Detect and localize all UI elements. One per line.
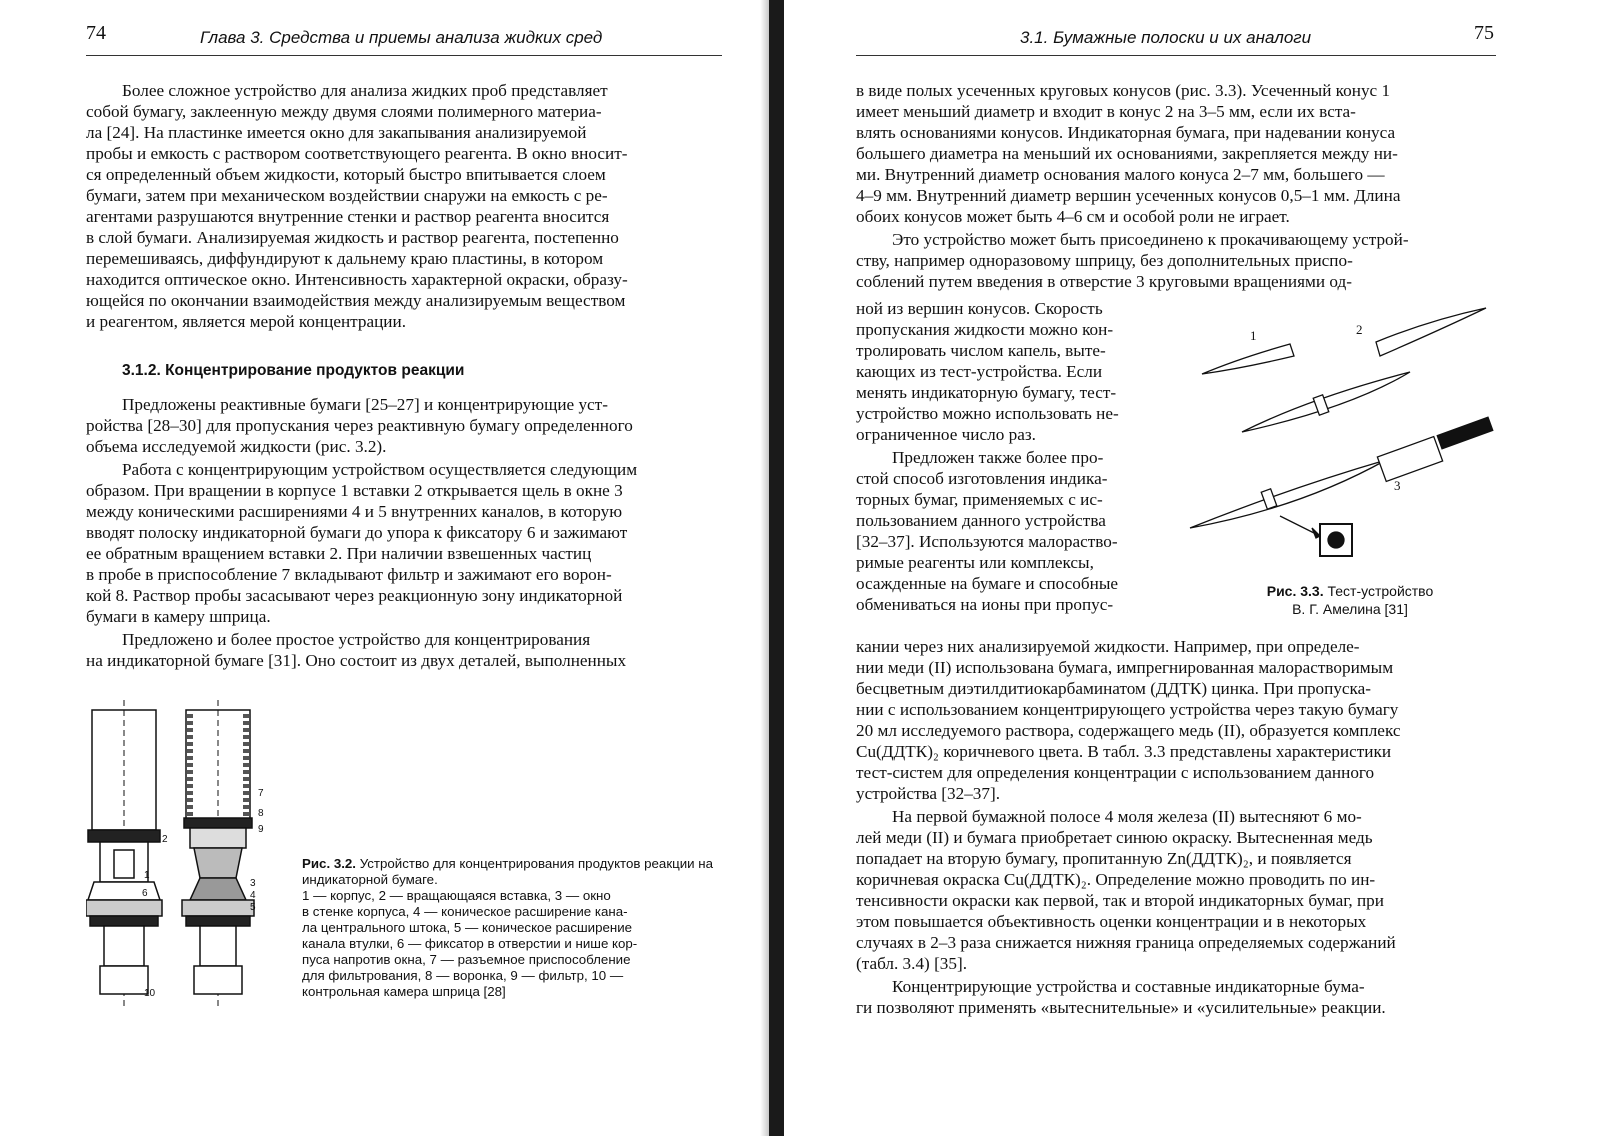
right-text-block: [856, 80, 1496, 292]
left-text-block: [86, 80, 722, 332]
left-p3-line: вводят полоску индикаторной бумаги до упора к фиксатору 6 и зажимают: [86, 523, 628, 542]
left-p1-line: Более сложное устройство для анализа жидких проб представляет: [122, 81, 608, 100]
fig33-num-1: 1: [1250, 328, 1257, 343]
right-p4-line: На первой бумажной полосе 4 моля железа (II) вытесняют 6 мо-: [892, 807, 1362, 826]
figure-3-2-title: Устройство для концентрирования продуктов реакции на индикаторной бумаге.: [302, 856, 714, 887]
left-paragraph-3: [86, 459, 722, 627]
fig32-legend-line: контрольная камера шприца [28]: [302, 984, 506, 999]
right-p2n-line: менять индикаторную бумагу, тест-: [856, 383, 1117, 402]
book-gutter-shadow: [760, 0, 769, 1136]
figure-3-2-legend: [302, 888, 722, 1000]
fig32-num-8: 8: [258, 808, 264, 819]
right-p3n-line: Предложен также более про-: [892, 448, 1104, 467]
right-p4-line: (табл. 3.4) [35].: [856, 954, 967, 973]
fig33-num-2: 2: [1356, 322, 1363, 337]
fig32-legend-line: 1 — корпус, 2 — вращающаяся вставка, 3 — окно: [302, 888, 611, 903]
left-p1-line: агентами разрушаются внутренние стенки и раствор реагента вносится: [86, 207, 610, 226]
right-p3n-line: стой способ изготовления индика-: [856, 469, 1108, 488]
right-paragraph-3-full: [856, 636, 1496, 804]
right-p2n-line: ной из вершин конусов. Скорость: [856, 299, 1103, 318]
right-p2-line: Это устройство может быть присоединено к прокачивающему устрой-: [892, 230, 1409, 249]
right-p1-line: в виде полых усеченных круговых конусов (рис. 3.3). Усеченный конус 1: [856, 81, 1391, 100]
left-p3-line: бумаги в камеру шприца.: [86, 607, 271, 626]
section-heading: 3.1.2. Концентрирование продуктов реакции: [122, 362, 465, 379]
right-paragraph-4: [856, 806, 1496, 974]
book-spine: [769, 0, 784, 1136]
figure-3-3-drawing: [1180, 300, 1500, 570]
left-p1-line: ся определенный объем жидкости, который быстро впитывается слоем: [86, 165, 606, 184]
right-p1-line: ми. Внутренний диаметр основания малого конуса 2–7 мм, большего —: [856, 165, 1385, 184]
right-p4-line: коричневая окраска Cu(ДДТК)₂. Определение можно проводить по ин-: [856, 870, 1376, 889]
right-paragraph-3-narrow: [856, 447, 1174, 615]
right-p4-line: случаях в 2–3 раза снижается нижняя граница определяемых содержаний: [856, 933, 1396, 952]
left-p3-line: в пробе в приспособление 7 вкладывают фильтр и зажимают его ворон-: [86, 565, 612, 584]
right-p1-line: 4–9 мм. Внутренний диаметр вершин усеченных конусов 0,5–1 мм. Длина: [856, 186, 1401, 205]
left-paragraph-1: [86, 80, 722, 332]
right-p2n-line: ограниченное число раз.: [856, 425, 1036, 444]
right-paragraph-2-narrow: [856, 298, 1174, 445]
right-p4-line: попадает на вторую бумагу, пропитанную Zn(ДДТК)₂, и появляется: [856, 849, 1352, 868]
left-running-header: [200, 28, 602, 48]
right-p3-line: кании через них анализируемой жидкости. Например, при определе-: [856, 637, 1360, 656]
left-header-rule: [86, 55, 722, 56]
fig32-num-4: 4: [250, 890, 256, 901]
right-p3-line: бесцветным диэтилдитиокарбаминатом (ДДТК) цинка. При пропуска-: [856, 679, 1372, 698]
right-p5-line: Концентрирующие устройства и составные индикаторные бума-: [892, 977, 1365, 996]
right-running-header: [1020, 28, 1311, 48]
fig32-legend-line: ла центрального штока, 5 — коническое расширение: [302, 920, 633, 935]
fig32-num-6: 6: [142, 888, 148, 899]
fig33-num-3: 3: [1394, 478, 1401, 493]
right-paragraph-1: [856, 80, 1496, 227]
figure-3-2-drawing: [86, 700, 286, 1020]
right-p3-line: тест-систем для определения концентрации с использованием данного: [856, 763, 1375, 782]
left-p1-line: находится оптическое окно. Интенсивность характерной окраски, образу-: [86, 270, 628, 289]
right-p3-line: нии с использованием концентрирующего устройства через такую бумагу: [856, 700, 1399, 719]
left-paragraph-4: [86, 629, 722, 671]
left-p4-line: на индикаторной бумаге [31]. Оно состоит из двух деталей, выполненных: [86, 651, 627, 670]
right-p2n-line: тролировать числом капель, выте-: [856, 341, 1106, 360]
left-p1-line: и реагентом, является мерой концентрации.: [86, 312, 406, 331]
figure-3-3-title: Тест-устройство: [1327, 583, 1434, 599]
right-p3n-line: [32–37]. Используются малораство-: [856, 532, 1118, 551]
fig32-legend-line: пуса напротив окна, 7 — разъемное приспособление: [302, 952, 631, 967]
right-p3n-line: римые реагенты или комплексы,: [856, 553, 1094, 572]
left-p1-line: бумаги, затем при механическом воздействии снаружи на емкость с ре-: [86, 186, 608, 205]
left-p1-line: ющейся по окончании взаимодействия между анализируемым веществом: [86, 291, 626, 310]
right-p3n-line: пользованием данного устройства: [856, 511, 1106, 530]
fig32-num-2: 2: [162, 834, 168, 845]
left-p3-line: между коническими расширениями 4 и 5 внутренних каналов, в которую: [86, 502, 623, 521]
fig32-num-3: 3: [250, 878, 256, 889]
right-text-block-2: [856, 636, 1496, 1018]
left-p1-line: пробы и емкость с раствором соответствующего реагента. В окно вносит-: [86, 144, 628, 163]
left-p1-line: собой бумагу, заклеенную между двумя слоями полимерного материа-: [86, 102, 602, 121]
fig32-num-5: 5: [250, 902, 256, 913]
right-narrow-block: [856, 298, 1174, 615]
right-paragraph-2-full: [856, 229, 1496, 292]
left-p1-line: перемешиваясь, диффундируют к дальнему краю пластины, в котором: [86, 249, 604, 268]
left-p4-line: Предложено и более простое устройство для концентрирования: [122, 630, 591, 649]
figure-3-3-caption: [1220, 582, 1480, 618]
right-p2n-line: кающих из тест-устройства. Если: [856, 362, 1103, 381]
figure-3-3-author: В. Г. Амелина [31]: [1292, 601, 1408, 617]
right-header-rule: [856, 55, 1496, 56]
left-p1-line: ла [24]. На пластинке имеется окно для закапывания анализируемой: [86, 123, 587, 142]
left-p2-line: Предложены реактивные бумаги [25–27] и концентрирующие уст-: [122, 395, 608, 414]
fig32-num-7: 7: [258, 788, 264, 799]
right-p2-line: ству, например одноразовому шприцу, без дополнительных приспо-: [856, 251, 1353, 270]
right-p3-line: устройства [32–37].: [856, 784, 1000, 803]
left-p2-line: объема исследуемой жидкости (рис. 3.2).: [86, 437, 387, 456]
fig32-legend-line: в стенке корпуса, 4 — коническое расширение кана-: [302, 904, 628, 919]
fig32-legend-line: для фильтрования, 8 — воронка, 9 — фильтр, 10 —: [302, 968, 624, 983]
figure-3-2-label: Рис. 3.2.: [302, 856, 357, 871]
right-paragraph-5: [856, 976, 1496, 1018]
right-running-header-text: 3.1. Бумажные полоски и их аналоги: [1020, 28, 1312, 47]
right-p3-line: Cu(ДДТК)₂ коричневого цвета. В табл. 3.3 представлены характеристики: [856, 742, 1392, 761]
right-p3-line: 20 мл исследуемого раствора, содержащего медь (II), образуется комплекс: [856, 721, 1401, 740]
figure-3-3-label: Рис. 3.3.: [1266, 583, 1324, 599]
left-page-number: 74: [86, 22, 106, 44]
left-p3-line: образом. При вращении в корпусе 1 вставки 2 открывается щель в окне 3: [86, 481, 623, 500]
right-p3-line: нии меди (II) использована бумага, импрегнированная малорастворимым: [856, 658, 1394, 677]
right-p2-line: соблений путем введения в отверстие 3 круговыми вращениями од-: [856, 272, 1352, 291]
right-p2n-line: устройство можно использовать не-: [856, 404, 1119, 423]
fig32-legend-line: канала втулки, 6 — фиксатор в отверстии и нише кор-: [302, 936, 638, 951]
left-p3-line: кой 8. Раствор пробы засасывают через реакционную зону индикаторной: [86, 586, 623, 605]
right-page-number: 75: [1474, 22, 1494, 44]
right-p4-line: тенсивности окраски как первой, так и второй индикаторных бумаг, при: [856, 891, 1384, 910]
right-p2n-line: пропускания жидкости можно кон-: [856, 320, 1114, 339]
right-p3n-line: обмениваться на ионы при пропус-: [856, 595, 1114, 614]
fig32-num-9: 9: [258, 824, 264, 835]
left-running-header-text: Глава 3. Средства и приемы анализа жидких сред: [200, 28, 603, 47]
figure-3-2-caption: [302, 856, 722, 1000]
right-p5-line: ги позволяют применять «вытеснительные» и «усилительные» реакции.: [856, 998, 1386, 1017]
right-p1-line: имеет меньший диаметр и входит в конус 2 на 3–5 мм, если их вста-: [856, 102, 1356, 121]
right-p4-line: лей меди (II) и бумага приобретает синюю окраску. Вытесненная медь: [856, 828, 1373, 847]
left-p2-line: ройства [28–30] для пропускания через реактивную бумагу определенного: [86, 416, 633, 435]
right-p4-line: этом повышается объективность оценки концентрации и в некоторых: [856, 912, 1367, 931]
right-p3n-line: осажденные на бумаге и способные: [856, 574, 1119, 593]
left-text-block-2: [86, 394, 722, 671]
fig32-num-1: 1: [144, 870, 150, 881]
right-p1-line: обоих конусов может быть 4–6 см и особой роли не играет.: [856, 207, 1290, 226]
left-paragraph-2: [86, 394, 722, 457]
left-p3-line: ее обратным вращением вставки 2. При наличии взвешенных частиц: [86, 544, 592, 563]
right-p3n-line: торных бумаг, применяемых с ис-: [856, 490, 1103, 509]
left-p3-line: Работа с концентрирующим устройством осуществляется следующим: [122, 460, 638, 479]
right-p1-line: большего диаметра на меньший их основаниями, закрепляется между ни-: [856, 144, 1398, 163]
fig32-num-10: 10: [144, 988, 156, 999]
right-p1-line: влять основаниями конусов. Индикаторная бумага, при надевании конуса: [856, 123, 1396, 142]
left-p1-line: в слой бумаги. Анализируемая жидкость и раствор реагента, постепенно: [86, 228, 619, 247]
